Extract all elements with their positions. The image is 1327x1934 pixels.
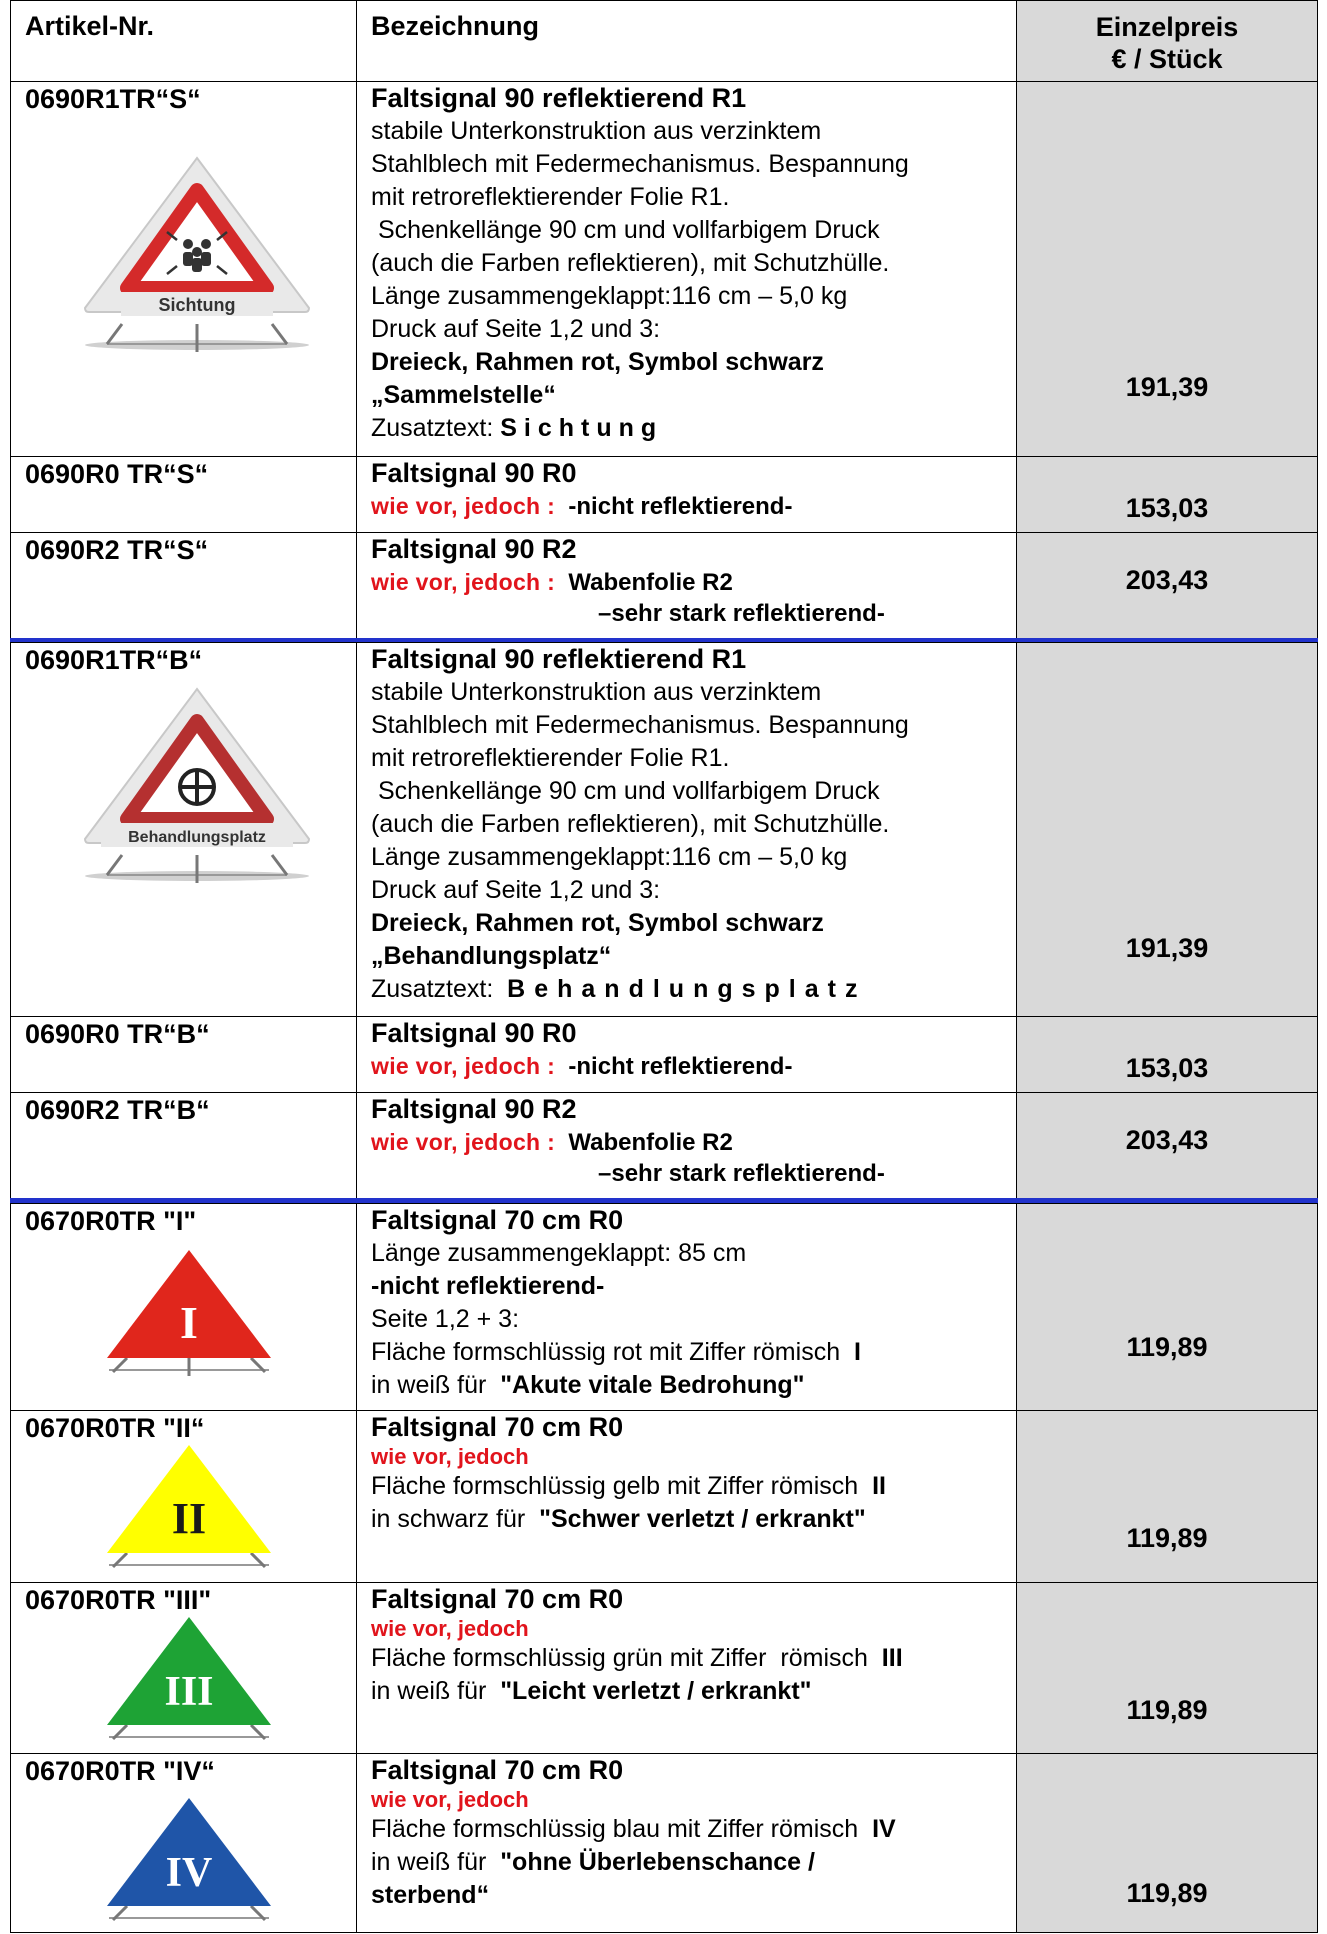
sk3-article-cell xyxy=(10,1582,357,1754)
product-title: Faltsignal 90 reflektierend R1 xyxy=(371,83,747,113)
price: 203,43 xyxy=(1125,1125,1209,1155)
price: 153,03 xyxy=(1125,493,1209,523)
desc-line xyxy=(371,1503,1016,1536)
article-number: 0690R2 TR“B“ xyxy=(25,1095,210,1125)
sk1-price-cell xyxy=(1016,1203,1318,1411)
desc-line: Schenkellänge 90 cm und vollfarbigem Druck xyxy=(371,777,880,805)
desc-bold: IV xyxy=(872,1815,896,1843)
group1-r2-price-cell xyxy=(1016,532,1318,640)
sk-numeral: I xyxy=(180,1297,198,1348)
symbol-name: „Sammelstelle“ xyxy=(371,381,556,409)
group1-main-price-cell xyxy=(1016,81,1318,457)
product-title: Faltsignal 90 R0 xyxy=(371,458,577,488)
product-title: Faltsignal 90 R0 xyxy=(371,1018,577,1048)
desc-line: stabile Unterkonstruktion aus verzinktem xyxy=(371,117,822,145)
product-title: Faltsignal 70 cm R0 xyxy=(371,1584,624,1614)
product-title: Faltsignal 90 R2 xyxy=(371,534,577,564)
header-description xyxy=(356,0,1017,82)
variant-text-2: –sehr stark reflektierend- xyxy=(598,600,885,627)
extra-text-line xyxy=(371,973,1016,1006)
desc-text: Fläche formschlüssig rot mit Ziffer römisch xyxy=(371,1338,854,1366)
article-number: 0690R1TR“B“ xyxy=(25,645,203,675)
product-title: Faltsignal 70 cm R0 xyxy=(371,1755,624,1785)
desc-text: in schwarz für xyxy=(371,1505,540,1533)
desc-line: Seite 1,2 + 3: xyxy=(371,1305,520,1333)
variant-prefix: wie vor, jedoch : xyxy=(371,569,562,595)
desc-line xyxy=(371,1642,1016,1675)
desc-line: Stahlblech mit Federmechanismus. Bespannung xyxy=(371,711,909,739)
article-number: 0670R0TR "II“ xyxy=(25,1413,205,1443)
extra-text-value: Sichtung xyxy=(500,414,664,442)
symbol-name: „Behandlungsplatz“ xyxy=(371,942,612,970)
sk-numeral: II xyxy=(171,1494,207,1543)
group1-r0-article-cell xyxy=(10,456,357,533)
sk3-description xyxy=(356,1582,1017,1754)
group2-r0-article-cell xyxy=(10,1016,357,1093)
sk-numeral: IV xyxy=(165,1850,213,1896)
variant-text: Wabenfolie R2 xyxy=(561,569,733,596)
sk4-description xyxy=(356,1753,1017,1933)
variant-text: -nicht reflektierend- xyxy=(561,493,793,520)
desc-line: (auch die Farben reflektieren), mit Schutzhülle. xyxy=(371,249,890,277)
desc-line: Länge zusammengeklappt:116 cm – 5,0 kg xyxy=(371,282,848,310)
desc-line: (auch die Farben reflektieren), mit Schutzhülle. xyxy=(371,810,890,838)
extra-text-label: Zusatztext: xyxy=(371,414,501,442)
sk4-price-cell xyxy=(1016,1753,1318,1933)
product-title: Faltsignal 70 cm R0 xyxy=(371,1412,624,1442)
variant-text: -nicht reflektierend- xyxy=(561,1053,793,1080)
desc-line xyxy=(371,1846,1016,1879)
sk1-article-cell xyxy=(10,1203,357,1411)
sk3-price-cell xyxy=(1016,1582,1318,1754)
group2-r0-description xyxy=(356,1016,1017,1093)
price: 191,39 xyxy=(1125,372,1209,402)
price: 153,03 xyxy=(1125,1053,1209,1083)
article-number: 0690R0 TR“B“ xyxy=(25,1019,210,1049)
desc-text: in weiß für xyxy=(371,1677,501,1705)
variant-note: wie vor, jedoch xyxy=(371,1787,529,1812)
desc-line xyxy=(371,1470,1016,1503)
desc-text: Fläche formschlüssig gelb mit Ziffer römisch xyxy=(371,1472,873,1500)
extra-text-value: Behandlungsplatz xyxy=(507,975,867,1003)
group2-main-description xyxy=(356,642,1017,1017)
group1-r0-description xyxy=(356,456,1017,533)
group1-r2-description xyxy=(356,532,1017,640)
group1-main-description xyxy=(356,81,1017,457)
desc-bold: III xyxy=(881,1644,903,1672)
variant-note: wie vor, jedoch xyxy=(371,1444,529,1469)
sk-green-sign-icon xyxy=(99,1613,279,1753)
price: 119,89 xyxy=(1126,1878,1208,1908)
desc-line: Druck auf Seite 1,2 und 3: xyxy=(371,876,661,904)
article-number: 0690R2 TR“S“ xyxy=(25,535,209,565)
variant-prefix: wie vor, jedoch : xyxy=(371,1053,562,1079)
variant-prefix: wie vor, jedoch : xyxy=(371,493,562,519)
desc-text: in weiß für xyxy=(371,1848,501,1876)
sk-numeral: III xyxy=(164,1669,214,1715)
price-table xyxy=(10,0,1318,1925)
desc-text: Fläche formschlüssig blau mit Ziffer römisch xyxy=(371,1815,873,1843)
sk4-article-cell xyxy=(10,1753,357,1933)
article-number: 0670R0TR "IV“ xyxy=(25,1756,215,1786)
group2-r2-price-cell xyxy=(1016,1092,1318,1200)
header-price-line2: € / Stück xyxy=(1111,44,1223,74)
desc-bold: "ohne Überlebenschance / xyxy=(500,1848,815,1876)
desc-bold-line: Dreieck, Rahmen rot, Symbol schwarz xyxy=(371,348,824,376)
group2-r0-price-cell xyxy=(1016,1016,1318,1093)
desc-line: Länge zusammengeklappt:116 cm – 5,0 kg xyxy=(371,843,848,871)
desc-bold: "Akute vitale Bedrohung" xyxy=(500,1371,805,1399)
group2-r2-article-cell xyxy=(10,1092,357,1200)
group1-main-article-cell xyxy=(10,81,357,457)
header-price-line1: Einzelpreis xyxy=(1095,12,1239,42)
extra-text-label: Zusatztext: xyxy=(371,975,508,1003)
variant-line xyxy=(371,490,1016,523)
variant-line xyxy=(371,1126,1016,1159)
group1-r0-price-cell xyxy=(1016,456,1318,533)
price: 119,89 xyxy=(1126,1332,1208,1362)
desc-line: Schenkellänge 90 cm und vollfarbigem Druck xyxy=(371,216,880,244)
sk2-article-cell xyxy=(10,1410,357,1583)
desc-line xyxy=(371,1813,1016,1846)
desc-line: mit retroreflektierender Folie R1. xyxy=(371,183,730,211)
group2-main-article-cell xyxy=(10,642,357,1017)
sk-red-sign-icon xyxy=(99,1246,279,1386)
product-title: Faltsignal 90 R2 xyxy=(371,1094,577,1124)
header-article-no xyxy=(10,0,357,82)
variant-text-2: –sehr stark reflektierend- xyxy=(598,1160,885,1187)
article-number: 0670R0TR "III" xyxy=(25,1585,212,1615)
price: 119,89 xyxy=(1126,1523,1208,1553)
desc-line: stabile Unterkonstruktion aus verzinktem xyxy=(371,678,822,706)
sk2-price-cell xyxy=(1016,1410,1318,1583)
sk-yellow-sign-icon xyxy=(99,1441,279,1581)
desc-bold-line: Dreieck, Rahmen rot, Symbol schwarz xyxy=(371,909,824,937)
desc-line: Stahlblech mit Federmechanismus. Bespannung xyxy=(371,150,909,178)
group2-main-price-cell xyxy=(1016,642,1318,1017)
product-title: Faltsignal 90 reflektierend R1 xyxy=(371,644,747,674)
extra-text-line xyxy=(371,412,1016,445)
desc-line: sterbend“ xyxy=(371,1881,490,1909)
sk-blue-sign-icon xyxy=(99,1794,279,1934)
sign-caption: Sichtung xyxy=(158,295,236,315)
desc-line xyxy=(371,1336,1016,1369)
desc-bold: I xyxy=(853,1338,861,1366)
desc-line: mit retroreflektierender Folie R1. xyxy=(371,744,730,772)
desc-text: Fläche formschlüssig grün mit Ziffer römisch xyxy=(371,1644,882,1672)
desc-line: Länge zusammengeklappt: 85 cm xyxy=(371,1239,747,1267)
price: 119,89 xyxy=(1126,1695,1208,1725)
article-number: 0690R0 TR“S“ xyxy=(25,459,209,489)
behandlungsplatz-sign-icon xyxy=(77,683,317,893)
desc-line xyxy=(371,1369,1016,1402)
header-description-label: Bezeichnung xyxy=(371,11,540,41)
group1-r2-article-cell xyxy=(10,532,357,640)
header-article-no-label: Artikel-Nr. xyxy=(25,11,155,41)
header-price xyxy=(1016,0,1318,82)
desc-line: Druck auf Seite 1,2 und 3: xyxy=(371,315,661,343)
sk1-description xyxy=(356,1203,1017,1411)
desc-bold: "Schwer verletzt / erkrankt" xyxy=(539,1505,866,1533)
sk2-description xyxy=(356,1410,1017,1583)
price: 191,39 xyxy=(1125,933,1209,963)
variant-line xyxy=(371,566,1016,599)
variant-text: Wabenfolie R2 xyxy=(561,1129,733,1156)
article-number: 0670R0TR "I" xyxy=(25,1206,197,1236)
desc-line xyxy=(371,1675,1016,1708)
product-title: Faltsignal 70 cm R0 xyxy=(371,1205,624,1235)
price: 203,43 xyxy=(1125,565,1209,595)
variant-prefix: wie vor, jedoch : xyxy=(371,1129,562,1155)
article-number: 0690R1TR“S“ xyxy=(25,84,201,114)
desc-bold: "Leicht verletzt / erkrankt" xyxy=(500,1677,812,1705)
group2-r2-description xyxy=(356,1092,1017,1200)
desc-bold: II xyxy=(872,1472,886,1500)
desc-line-bold: -nicht reflektierend- xyxy=(371,1272,605,1300)
variant-note: wie vor, jedoch xyxy=(371,1616,529,1641)
sammelstelle-sign-icon xyxy=(77,152,317,362)
desc-text: in weiß für xyxy=(371,1371,501,1399)
variant-line xyxy=(371,1050,1016,1083)
sign-caption: Behandlungsplatz xyxy=(128,829,266,846)
